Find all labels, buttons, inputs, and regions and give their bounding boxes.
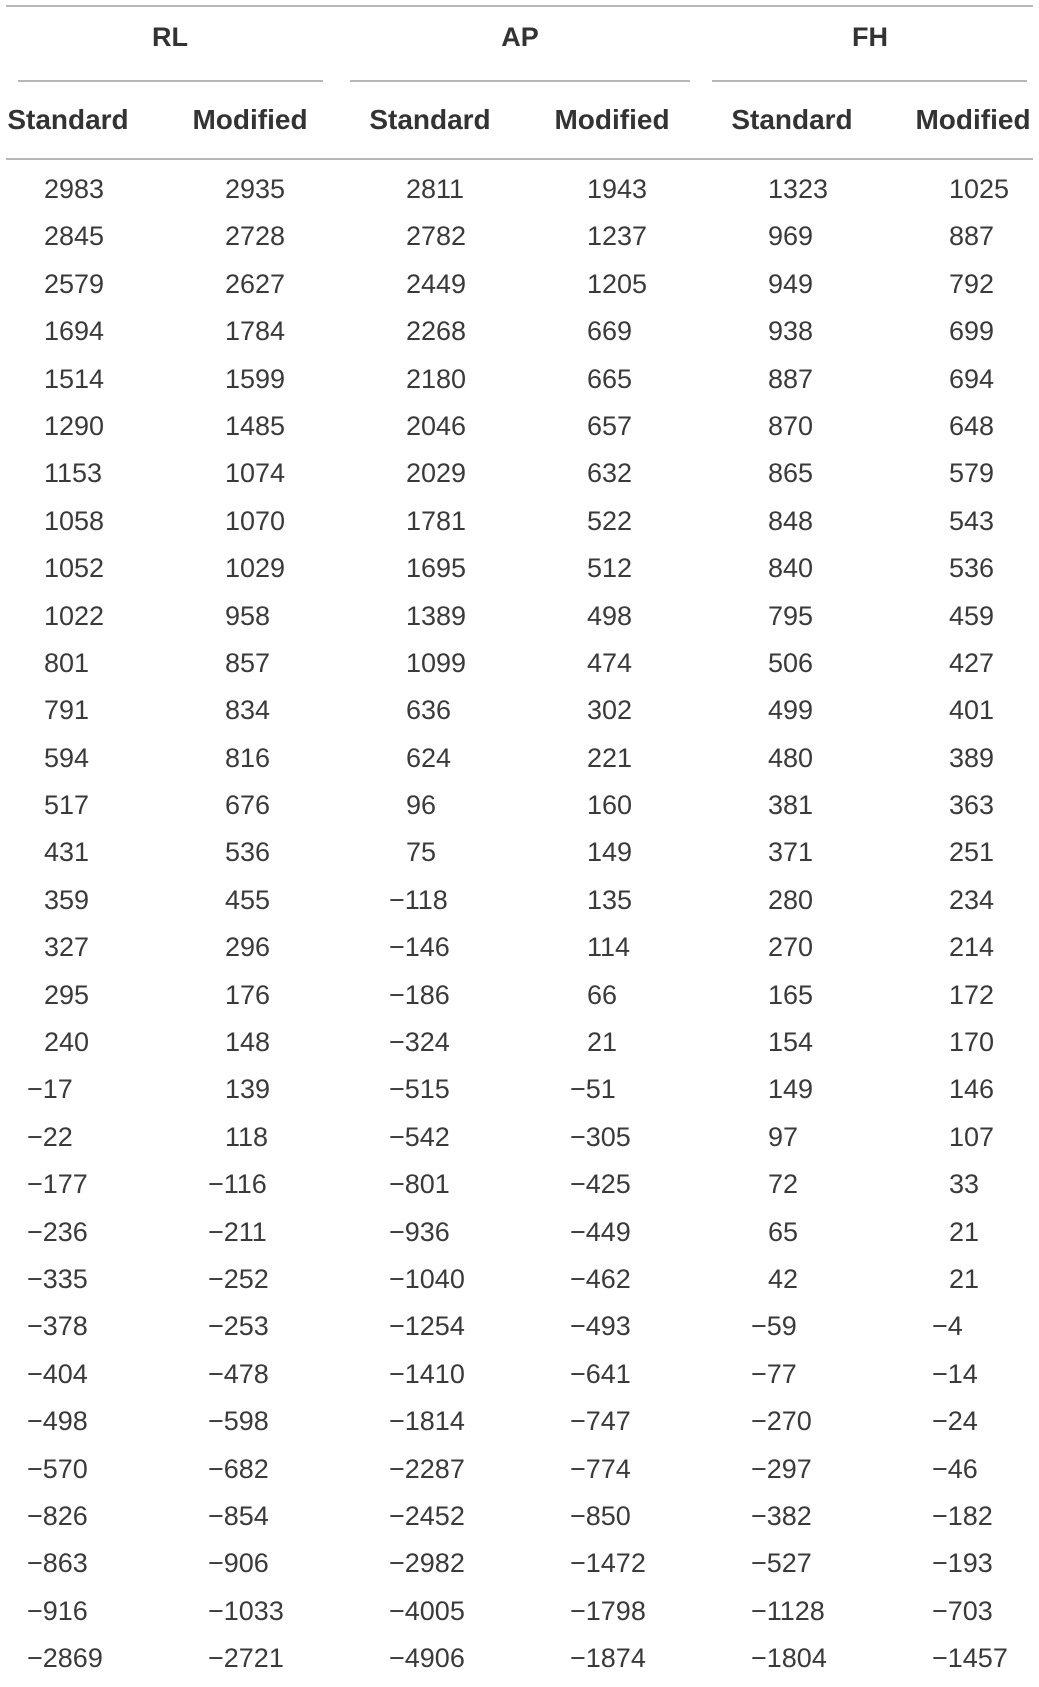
table-cell: 795 (768, 600, 814, 631)
table-cell: 72 (768, 1169, 799, 1200)
table-cell: 624 (406, 742, 452, 773)
table-cell: 2579 (44, 268, 105, 299)
table-cell: 160 (587, 790, 633, 821)
table-row (0, 786, 1039, 833)
table-cell: −850 (570, 1500, 631, 1531)
table-row (0, 928, 1039, 975)
group-header-ap: AP (501, 22, 539, 52)
table-body (0, 170, 1039, 1687)
table-cell: 2449 (406, 268, 467, 299)
table-cell: 1025 (949, 174, 1010, 204)
table-row (0, 1450, 1039, 1497)
table-row (0, 1402, 1039, 1449)
table-cell: 865 (768, 458, 814, 489)
table-cell: −1033 (208, 1595, 284, 1626)
table-cell: −146 (389, 932, 450, 963)
table-cell: 149 (587, 837, 633, 868)
table-cell: 676 (225, 790, 271, 821)
table-row (0, 1165, 1039, 1212)
table-row (0, 1023, 1039, 1070)
table-cell: −2287 (389, 1453, 465, 1484)
table-cell: 270 (768, 932, 814, 963)
table-cell: 170 (949, 1027, 995, 1058)
table-cell: 165 (768, 979, 814, 1010)
table-cell: 579 (949, 458, 995, 489)
table-cell: 1514 (44, 363, 105, 394)
table-cell: 148 (225, 1027, 271, 1058)
table-cell: 2627 (225, 268, 286, 299)
table-cell: 648 (949, 410, 995, 441)
table-cell: 1290 (44, 410, 105, 441)
table-row (0, 644, 1039, 691)
table-cell: 2180 (406, 363, 467, 394)
table-row (0, 549, 1039, 596)
table-cell: −542 (389, 1121, 450, 1152)
table-cell: 280 (768, 884, 814, 915)
table-cell: −182 (932, 1500, 993, 1531)
table-row (0, 691, 1039, 738)
table-cell: −747 (570, 1406, 631, 1437)
table-cell: −252 (208, 1263, 269, 1294)
table-cell: −2721 (208, 1643, 284, 1674)
column-header-rl-standard: Standard (7, 104, 129, 135)
table-cell: 114 (587, 932, 631, 963)
table-cell: 1694 (44, 316, 105, 347)
table-cell: 543 (949, 505, 995, 536)
table-cell: 75 (406, 837, 437, 868)
table-cell: 694 (949, 363, 995, 394)
table-cell: 149 (768, 1074, 814, 1105)
table-cell: 97 (768, 1121, 799, 1152)
table-cell: −1814 (389, 1406, 465, 1437)
table-row (0, 170, 1039, 217)
table-cell: 699 (949, 316, 995, 347)
table-cell: 1205 (587, 268, 648, 299)
table-cell: −270 (751, 1406, 812, 1437)
group-underline-fh (712, 80, 1027, 82)
table-cell: 42 (768, 1263, 799, 1294)
table-cell: −4005 (389, 1595, 465, 1626)
table-cell: 1052 (44, 553, 105, 584)
table-cell: −186 (389, 979, 450, 1010)
table-cell: 154 (768, 1027, 814, 1058)
column-header-ap-standard: Standard (369, 104, 491, 135)
table-row (0, 1639, 1039, 1686)
table-row (0, 1213, 1039, 1260)
table-cell: 969 (768, 221, 814, 252)
table-cell: −1128 (751, 1595, 825, 1626)
table-cell: 139 (225, 1074, 271, 1105)
table-row (0, 1355, 1039, 1402)
table-cell: −425 (570, 1169, 631, 1200)
table-cell: 21 (587, 1027, 618, 1058)
table-cell: 1022 (44, 600, 105, 631)
table-cell: 474 (587, 647, 633, 678)
table-cell: 848 (768, 505, 814, 536)
table-row (0, 1497, 1039, 1544)
table-cell: 1943 (587, 174, 648, 204)
table-cell: −527 (751, 1548, 812, 1579)
table-cell: −2869 (27, 1643, 103, 1674)
table-cell: −498 (27, 1406, 88, 1437)
table-cell: −177 (27, 1169, 88, 1200)
table-cell: −116 (208, 1169, 267, 1200)
table-cell: 118 (225, 1121, 269, 1152)
table-cell: −297 (751, 1453, 812, 1484)
group-underline-ap (350, 80, 690, 82)
table-row (0, 1070, 1039, 1117)
table-cell: 1029 (225, 553, 286, 584)
table-cell: 657 (587, 410, 633, 441)
column-header-fh-modified: Modified (915, 104, 1031, 135)
table-cell: −2982 (389, 1548, 465, 1579)
table-cell: −641 (570, 1358, 631, 1389)
table-cell: 1485 (225, 410, 286, 441)
table-cell: 840 (768, 553, 814, 584)
table-cell: 792 (949, 268, 995, 299)
table-cell: 506 (768, 647, 814, 678)
table-cell: −211 (208, 1216, 267, 1247)
table-cell: 135 (587, 884, 633, 915)
table-cell: 359 (44, 884, 90, 915)
table-cell: −801 (389, 1169, 450, 1200)
table-cell: 887 (768, 363, 814, 394)
header-bottom-rule (6, 158, 1033, 160)
table-cell: −863 (27, 1548, 88, 1579)
table-cell: 389 (949, 742, 995, 773)
table-row (0, 1307, 1039, 1354)
table-cell: 234 (949, 884, 995, 915)
table-row (0, 1544, 1039, 1591)
table-cell: −59 (751, 1311, 797, 1342)
table-cell: 1599 (225, 363, 286, 394)
table-cell: 801 (44, 647, 90, 678)
table-cell: 1058 (44, 505, 105, 536)
table-cell: 221 (587, 742, 633, 773)
table-cell: 21 (949, 1263, 980, 1294)
table-row (0, 312, 1039, 359)
table-row (0, 1118, 1039, 1165)
table-row (0, 976, 1039, 1023)
table-cell: −77 (751, 1358, 797, 1389)
table-cell: −193 (932, 1548, 993, 1579)
table-cell: 665 (587, 363, 633, 394)
table-cell: −774 (570, 1453, 631, 1484)
table-cell: −936 (389, 1216, 450, 1247)
table-row (0, 265, 1039, 312)
table-cell: −449 (570, 1216, 631, 1247)
table-row (0, 454, 1039, 501)
table-cell: 834 (225, 695, 271, 726)
table-cell: −24 (932, 1406, 978, 1437)
table-cell: −1472 (570, 1548, 646, 1579)
table-cell: −14 (932, 1358, 978, 1389)
table-cell: 2935 (225, 174, 286, 204)
table-cell: 632 (587, 458, 633, 489)
table-cell: −1798 (570, 1595, 646, 1626)
table-cell: 455 (225, 884, 271, 915)
table-cell: −906 (208, 1548, 269, 1579)
table-cell: 870 (768, 410, 814, 441)
table-cell: −324 (389, 1027, 450, 1058)
table-cell: 498 (587, 600, 633, 631)
table-cell: −493 (570, 1311, 631, 1342)
table-cell: 214 (949, 932, 995, 963)
table-cell: −1804 (751, 1643, 827, 1674)
table-cell: 2029 (406, 458, 467, 489)
table-cell: 1323 (768, 174, 829, 204)
table-cell: 146 (949, 1074, 995, 1105)
table-cell: 295 (44, 979, 90, 1010)
table-cell: 176 (225, 979, 271, 1010)
table-cell: 21 (949, 1216, 980, 1247)
table-cell: 1099 (406, 647, 467, 678)
table-cell: 66 (587, 979, 618, 1010)
table-cell: 949 (768, 268, 814, 299)
table-cell: 96 (406, 790, 437, 821)
table-cell: 107 (949, 1121, 995, 1152)
table-cell: −854 (208, 1500, 269, 1531)
table-cell: −2452 (389, 1500, 465, 1531)
table-cell: 522 (587, 505, 633, 536)
table-cell: 791 (44, 695, 90, 726)
table-cell: −51 (570, 1074, 616, 1105)
table-cell: 302 (587, 695, 633, 726)
table-cell: −404 (27, 1358, 88, 1389)
table-cell: 2046 (406, 410, 467, 441)
table-cell: −462 (570, 1263, 631, 1294)
table-cell: −1410 (389, 1358, 465, 1389)
table-cell: −515 (389, 1074, 450, 1105)
table-cell: −305 (570, 1121, 631, 1152)
table-cell: −826 (27, 1500, 88, 1531)
table-cell: 2811 (406, 174, 465, 204)
table-cell: 2728 (225, 221, 286, 252)
table-cell: −598 (208, 1406, 269, 1437)
table-cell: −682 (208, 1453, 269, 1484)
group-header-fh: FH (852, 22, 888, 52)
table-cell: 1784 (225, 316, 286, 347)
table-cell: 459 (949, 600, 995, 631)
table-cell: 1074 (225, 458, 286, 489)
table-row (0, 833, 1039, 880)
table-cell: −378 (27, 1311, 88, 1342)
table-cell: −253 (208, 1311, 269, 1342)
table-cell: 1070 (225, 505, 286, 536)
table-cell: −703 (932, 1595, 993, 1626)
table-cell: 938 (768, 316, 814, 347)
table-row (0, 407, 1039, 454)
table-cell: 2845 (44, 221, 105, 252)
table-cell: −478 (208, 1358, 269, 1389)
table-cell: 1389 (406, 600, 467, 631)
table-row (0, 360, 1039, 407)
table-cell: −335 (27, 1263, 88, 1294)
table-cell: 371 (768, 837, 814, 868)
table-cell: 669 (587, 316, 633, 347)
table-cell: 431 (44, 837, 90, 868)
table-cell: 958 (225, 600, 271, 631)
table-cell: 480 (768, 742, 814, 773)
table-cell: 172 (949, 979, 995, 1010)
table-cell: −17 (27, 1074, 73, 1105)
table-cell: 240 (44, 1027, 90, 1058)
table-cell: −236 (27, 1216, 88, 1247)
table-cell: 816 (225, 742, 271, 773)
table-cell: 401 (949, 695, 995, 726)
table-cell: 363 (949, 790, 995, 821)
table-cell: −22 (27, 1121, 73, 1152)
group-underline-rl (18, 80, 323, 82)
column-header-row (0, 104, 1039, 144)
table-cell: 65 (768, 1216, 799, 1247)
table-cell: −118 (389, 884, 448, 915)
table-cell: −4 (932, 1311, 963, 1342)
table-cell: −916 (27, 1595, 88, 1626)
table-cell: 427 (949, 647, 995, 678)
table-row (0, 502, 1039, 549)
table-cell: 499 (768, 695, 814, 726)
table-row (0, 1592, 1039, 1639)
table-cell: −1040 (389, 1263, 465, 1294)
table-cell: 2782 (406, 221, 467, 252)
table-cell: 1153 (44, 458, 103, 489)
table-cell: 2983 (44, 174, 105, 204)
table-cell: 381 (768, 790, 814, 821)
table-cell: 636 (406, 695, 452, 726)
table-cell: 327 (44, 932, 90, 963)
table-row (0, 1260, 1039, 1307)
table-row (0, 881, 1039, 928)
table-cell: 594 (44, 742, 90, 773)
table-cell: −1254 (389, 1311, 465, 1342)
table-top-rule (6, 5, 1033, 7)
table-cell: 251 (949, 837, 995, 868)
table-cell: 296 (225, 932, 271, 963)
table-row (0, 597, 1039, 644)
table-cell: 887 (949, 221, 995, 252)
table-cell: 536 (225, 837, 271, 868)
table-row (0, 739, 1039, 786)
table-cell: −1874 (570, 1643, 646, 1674)
table-cell: −570 (27, 1453, 88, 1484)
table-cell: 512 (587, 553, 633, 584)
table-cell: 536 (949, 553, 995, 584)
table-row (0, 217, 1039, 264)
column-header-fh-standard: Standard (731, 104, 853, 135)
table-cell: 1781 (406, 505, 467, 536)
table-cell: −382 (751, 1500, 812, 1531)
table-cell: 1237 (587, 221, 648, 252)
table-cell: 33 (949, 1169, 980, 1200)
table-cell: 1695 (406, 553, 467, 584)
table-cell: −4906 (389, 1643, 465, 1674)
table-cell: −46 (932, 1453, 978, 1484)
column-header-ap-modified: Modified (554, 104, 670, 135)
column-header-rl-modified: Modified (192, 104, 308, 135)
group-header-rl: RL (152, 22, 188, 52)
table-cell: 517 (44, 790, 90, 821)
table-cell: 857 (225, 647, 271, 678)
table-cell: 2268 (406, 316, 467, 347)
table-cell: −1457 (932, 1643, 1008, 1674)
